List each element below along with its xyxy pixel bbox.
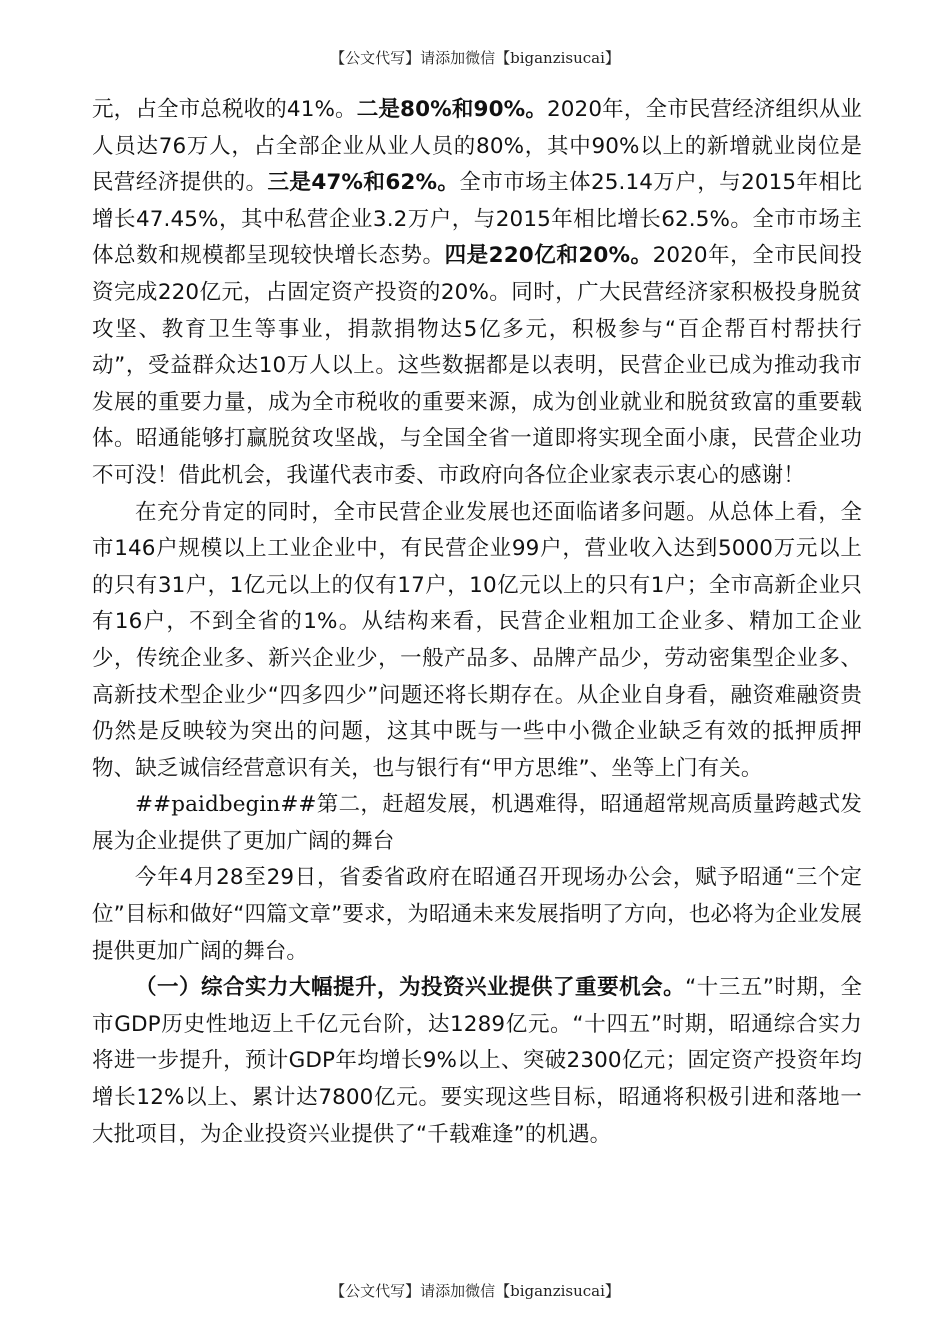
bold-point-three: 三是47%和62%。 <box>267 170 460 196</box>
bold-point-four: 四是220亿和20%。 <box>444 243 653 269</box>
text-run: 全市市场主体25.14万户，与2015年相比增长47.45%，其中私营企业3.2万户，与2015年相比增长62.5%。全市市场主体总数和规模都呈现较快增长态势。 <box>92 170 862 269</box>
text-run: “十三五”时期，全市GDP历史性地迈上千亿元台阶，达1289亿元。“十四五”时期，昭通综合实力将进一步提升，预计GDP年均增长9%以上、突破2300亿元；固定资产投资年均增长12%以上、累计达7800亿元。要实现这些目标，昭通将积极引进和落地一大批项目，为企业投资兴业提供了“千载难逢”的机遇。 <box>92 975 862 1147</box>
section-heading-text: 第二，赶超发展，机遇难得，昭通超常规高质量跨越式发展为企业提供了更加广阔的舞台 <box>92 792 862 854</box>
page-header: 【公文代写】请添加微信【biganzisucai】 <box>330 49 620 67</box>
paragraph-strength <box>92 970 862 1153</box>
text-run: 元，占全市总税收的41%。 <box>92 97 357 122</box>
paragraph-problems: 在充分肯定的同时，全市民营企业发展也还面临诸多问题。从总体上看，全市146户规模以上工业企业中，有民营企业99户，营业收入达到5000万元以上的只有31户，1亿元以上的仅有17户，10亿元以上的只有1户；全市高新企业只有16户，不到全省的1%。从结构来看，民营企业粗加工企业多、精加工企业少，传统企业多、新兴企业少，一般产品多、品牌产品少，劳动密集型企业多、高新技术型企业少“四多四少”问题还将长期存在。从企业自身看，融资难融资贵仍然是反映较为突出的问题，这其中既与一些中小微企业缺乏有效的抵押质押物、缺乏诚信经营意识有关，也与银行有“甲方思维”、坐等上门有关。 <box>92 499 862 781</box>
paragraph-section-heading <box>92 787 862 860</box>
text-run: 2020年，全市民间投资完成220亿元，占固定资产投资的20%。同时，广大民营经济家积极投身脱贫攻坚、教育卫生等事业，捐款捐物达5亿多元，积极参与“百企帮百村帮扶行动”，受益群众达10万人以上。这些数据都是以表明，民营企业已成为推动我市发展的重要力量，成为全市税收的重要来源，成为创业就业和脱贫致富的重要载体。昭通能够打赢脱贫攻坚战，与全国全省一道即将实现全面小康，民营企业功不可没！借此机会，我谨代表市委、市政府向各位企业家表示衷心的感谢！ <box>92 243 862 488</box>
document-body <box>92 92 862 1153</box>
page-footer: 【公文代写】请添加微信【biganzisucai】 <box>330 1282 620 1300</box>
paragraph-meeting: 今年4月28至29日，省委省政府在昭通召开现场办公会，赋予昭通“三个定位”目标和做好“四篇文章”要求，为昭通未来发展指明了方向，也必将为企业发展提供更加广阔的舞台。 <box>92 865 862 964</box>
paid-marker: ##paidbegin## <box>135 792 317 818</box>
bold-point-two: 二是80%和90%。 <box>356 97 547 122</box>
paragraph-statistics <box>92 92 862 495</box>
text-run: 2020年，全市民营经济组织从业人员达76万人，占全部企业从业人员的80%，其中90%以上的新增就业岗位是民营经济提供的。 <box>92 97 862 196</box>
subsection-heading: （一）综合实力大幅提升，为投资兴业提供了重要机会。 <box>135 975 686 1001</box>
